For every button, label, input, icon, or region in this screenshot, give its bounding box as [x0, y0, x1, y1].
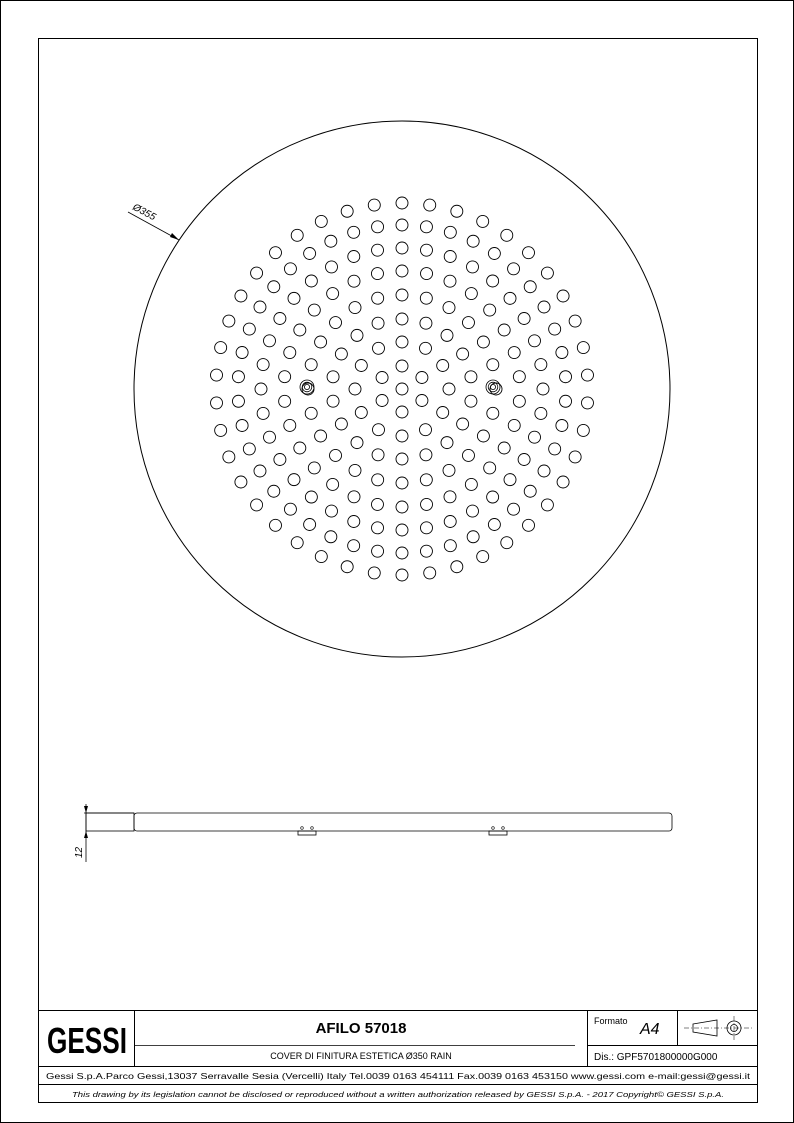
spray-hole — [537, 383, 549, 395]
spray-hole — [236, 419, 248, 431]
product-title: AFILO 57018 — [315, 1020, 407, 1037]
spray-hole — [327, 478, 339, 490]
spray-hole — [305, 275, 317, 287]
spray-hole — [467, 235, 479, 247]
spray-hole — [251, 499, 263, 511]
spray-hole — [371, 268, 383, 280]
spray-hole — [416, 395, 428, 407]
spray-hole — [284, 419, 296, 431]
legal-notice: This drawing by its legislation cannot be disclosed or reproduced without a written authorization released by GESSI S.p.A. - 2017 Copyright© GESSI S.p.A. — [72, 1090, 724, 1099]
spray-hole — [488, 519, 500, 531]
format-value: A4 — [640, 1021, 660, 1038]
spray-hole — [420, 292, 432, 304]
spray-hole — [255, 383, 267, 395]
spray-hole — [232, 395, 244, 407]
spray-hole — [243, 443, 255, 455]
spray-hole — [315, 551, 327, 563]
spray-hole — [508, 503, 520, 515]
spray-hole — [396, 430, 408, 442]
spray-hole — [288, 292, 300, 304]
spray-hole — [524, 485, 536, 497]
spray-hole — [523, 247, 535, 259]
spray-hole — [396, 383, 408, 395]
spray-hole — [396, 336, 408, 348]
spray-hole — [420, 424, 432, 436]
spray-hole — [315, 430, 327, 442]
spray-hole — [330, 317, 342, 329]
spray-hole — [535, 359, 547, 371]
spray-hole — [305, 491, 317, 503]
spray-hole — [465, 395, 477, 407]
side-view-left-segment — [86, 813, 134, 831]
spray-hole — [325, 235, 337, 247]
spray-hole — [420, 545, 432, 557]
spray-hole — [368, 199, 380, 211]
spray-hole — [349, 464, 361, 476]
spray-hole — [441, 437, 453, 449]
spray-hole — [560, 395, 572, 407]
side-view-tab-right — [489, 827, 507, 835]
spray-hole — [348, 540, 360, 552]
spray-hole — [420, 522, 432, 534]
spray-hole — [396, 313, 408, 325]
spray-hole — [508, 263, 520, 275]
spray-hole — [235, 290, 247, 302]
spray-hole — [581, 397, 593, 409]
spray-hole — [465, 288, 477, 300]
spray-holes-group — [211, 197, 594, 581]
spray-hole — [467, 505, 479, 517]
spray-hole — [372, 221, 384, 233]
spray-hole — [508, 419, 520, 431]
spray-hole — [211, 397, 223, 409]
spray-hole — [487, 407, 499, 419]
spray-hole — [518, 313, 530, 325]
spray-hole — [396, 289, 408, 301]
spray-hole — [372, 474, 384, 486]
spray-hole — [315, 336, 327, 348]
spray-hole — [420, 342, 432, 354]
spray-hole — [291, 537, 303, 549]
spray-hole — [444, 226, 456, 238]
spray-hole — [518, 454, 530, 466]
spray-hole — [477, 215, 489, 227]
spray-hole — [243, 323, 255, 335]
spray-hole — [308, 304, 320, 316]
spray-hole — [444, 516, 456, 528]
spray-hole — [348, 491, 360, 503]
spray-hole — [513, 371, 525, 383]
spray-hole — [504, 474, 516, 486]
spray-hole — [424, 199, 436, 211]
spray-hole — [215, 342, 227, 354]
spray-hole — [451, 205, 463, 217]
spray-hole — [372, 244, 384, 256]
spray-hole — [396, 547, 408, 559]
spray-hole — [355, 360, 367, 372]
spray-hole — [211, 369, 223, 381]
top-view — [128, 121, 670, 657]
spray-hole — [444, 540, 456, 552]
spray-hole — [274, 454, 286, 466]
spray-hole — [279, 371, 291, 383]
spray-hole — [257, 407, 269, 419]
format-label: Formato — [594, 1016, 628, 1026]
spray-hole — [396, 453, 408, 465]
spray-hole — [269, 247, 281, 259]
spray-hole — [326, 261, 338, 273]
sheet-border-outer — [1, 1, 794, 1123]
spray-hole — [484, 304, 496, 316]
spray-hole — [484, 462, 496, 474]
spray-hole — [477, 336, 489, 348]
spray-hole — [420, 449, 432, 461]
spray-hole — [462, 317, 474, 329]
spray-hole — [335, 418, 347, 430]
spray-hole — [315, 215, 327, 227]
spray-hole — [349, 383, 361, 395]
spray-hole — [541, 267, 553, 279]
spray-hole — [396, 569, 408, 581]
spray-hole — [443, 464, 455, 476]
gessi-logo: GESSI — [47, 1020, 127, 1061]
spray-hole — [268, 281, 280, 293]
spray-hole — [341, 205, 353, 217]
spray-hole — [291, 229, 303, 241]
spray-hole — [373, 424, 385, 436]
spray-hole — [581, 369, 593, 381]
spray-hole — [523, 519, 535, 531]
spray-hole — [444, 251, 456, 263]
spray-hole — [465, 478, 477, 490]
spray-hole — [498, 442, 510, 454]
spray-hole — [355, 407, 367, 419]
spray-hole — [305, 359, 317, 371]
spray-hole — [508, 347, 520, 359]
spray-hole — [368, 567, 380, 579]
spray-hole — [420, 244, 432, 256]
spray-hole — [223, 451, 235, 463]
spray-hole — [348, 251, 360, 263]
spray-hole — [251, 267, 263, 279]
spray-hole — [420, 317, 432, 329]
spray-hole — [465, 371, 477, 383]
spray-hole — [274, 313, 286, 325]
spray-hole — [279, 395, 291, 407]
spray-hole — [467, 531, 479, 543]
spray-hole — [529, 431, 541, 443]
spray-hole — [557, 290, 569, 302]
spray-hole — [504, 292, 516, 304]
spray-hole — [396, 477, 408, 489]
spray-hole — [577, 424, 589, 436]
spray-hole — [264, 431, 276, 443]
spray-hole — [327, 371, 339, 383]
spray-hole — [348, 516, 360, 528]
spray-hole — [341, 561, 353, 573]
spray-hole — [513, 395, 525, 407]
spray-hole — [396, 524, 408, 536]
title-block — [39, 1010, 757, 1099]
spray-hole — [348, 226, 360, 238]
spray-hole — [257, 359, 269, 371]
spray-hole — [325, 531, 337, 543]
spray-hole — [487, 359, 499, 371]
spray-hole — [569, 451, 581, 463]
spray-hole — [372, 522, 384, 534]
spray-hole — [294, 324, 306, 336]
spray-hole — [371, 498, 383, 510]
spray-hole — [396, 360, 408, 372]
spray-hole — [444, 491, 456, 503]
spray-hole — [304, 519, 316, 531]
spray-hole — [396, 265, 408, 277]
spray-hole — [501, 229, 513, 241]
spray-hole — [457, 418, 469, 430]
projection-symbol — [684, 1016, 752, 1040]
spray-hole — [335, 348, 347, 360]
spray-hole — [372, 545, 384, 557]
spray-hole — [524, 281, 536, 293]
spray-hole — [441, 329, 453, 341]
spray-hole — [416, 372, 428, 384]
spray-hole — [376, 395, 388, 407]
spray-hole — [443, 302, 455, 314]
spray-hole — [349, 302, 361, 314]
mounting-boss-left — [300, 380, 314, 394]
spray-hole — [304, 248, 316, 260]
diameter-dimension-label: Ø355 — [130, 201, 158, 224]
spray-hole — [488, 248, 500, 260]
side-view-tab-left — [298, 827, 316, 835]
diameter-dimension — [128, 201, 179, 240]
spray-hole — [351, 329, 363, 341]
spray-hole — [437, 360, 449, 372]
spray-hole — [396, 219, 408, 231]
spray-hole — [420, 474, 432, 486]
spray-hole — [254, 465, 266, 477]
spray-hole — [376, 372, 388, 384]
spray-hole — [535, 407, 547, 419]
spray-hole — [421, 498, 433, 510]
spray-hole — [467, 261, 479, 273]
spray-hole — [372, 317, 384, 329]
spray-hole — [372, 292, 384, 304]
spray-hole — [327, 395, 339, 407]
spray-hole — [501, 537, 513, 549]
spray-hole — [457, 348, 469, 360]
side-view-body — [134, 813, 672, 831]
spray-hole — [487, 491, 499, 503]
spray-hole — [529, 335, 541, 347]
spray-hole — [477, 551, 489, 563]
spray-hole — [477, 430, 489, 442]
spray-hole — [538, 465, 550, 477]
spray-hole — [254, 301, 266, 313]
thickness-dimension — [74, 804, 88, 862]
spray-hole — [294, 442, 306, 454]
company-info: Gessi S.p.A.Parco Gessi,13037 Serravalle Sesia (Vercelli) Italy Tel.0039 0163 454111 Fax.0039 0163 453150 www.gessi.com e-mail:gessi@gessi.it — [46, 1071, 751, 1081]
spray-hole — [396, 197, 408, 209]
spray-hole — [569, 315, 581, 327]
mounting-boss-right — [486, 380, 500, 394]
product-subtitle: COVER DI FINITURA ESTETICA Ø350 RAIN — [270, 1051, 452, 1061]
spray-hole — [348, 275, 360, 287]
spray-hole — [437, 407, 449, 419]
spray-hole — [284, 503, 296, 515]
spray-hole — [288, 474, 300, 486]
spray-hole — [557, 476, 569, 488]
spray-hole — [232, 371, 244, 383]
spray-hole — [443, 383, 455, 395]
spray-hole — [462, 449, 474, 461]
spray-hole — [305, 407, 317, 419]
spray-hole — [538, 301, 550, 313]
spray-hole — [560, 371, 572, 383]
spray-hole — [396, 406, 408, 418]
cover-outline-circle — [134, 121, 670, 657]
spray-hole — [268, 485, 280, 497]
spray-hole — [326, 505, 338, 517]
thickness-dimension-label: 12 — [74, 846, 85, 858]
spray-hole — [351, 437, 363, 449]
spray-hole — [327, 288, 339, 300]
spray-hole — [549, 443, 561, 455]
spray-hole — [215, 424, 227, 436]
spray-hole — [284, 347, 296, 359]
spray-hole — [556, 419, 568, 431]
spray-hole — [308, 462, 320, 474]
spray-hole — [284, 263, 296, 275]
spray-hole — [487, 275, 499, 287]
spray-hole — [269, 519, 281, 531]
spray-hole — [396, 242, 408, 254]
spray-hole — [330, 449, 342, 461]
spray-hole — [264, 335, 276, 347]
drawing-number: Dis.: GPF5701800000G000 — [594, 1052, 718, 1063]
spray-hole — [420, 221, 432, 233]
spray-hole — [373, 342, 385, 354]
spray-hole — [396, 501, 408, 513]
spray-hole — [577, 342, 589, 354]
spray-hole — [424, 567, 436, 579]
spray-hole — [444, 275, 456, 287]
spray-hole — [541, 499, 553, 511]
spray-hole — [556, 347, 568, 359]
spray-hole — [235, 476, 247, 488]
spray-hole — [421, 268, 433, 280]
spray-hole — [498, 324, 510, 336]
spray-hole — [236, 347, 248, 359]
spray-hole — [223, 315, 235, 327]
spray-hole — [451, 561, 463, 573]
spray-hole — [549, 323, 561, 335]
spray-hole — [372, 449, 384, 461]
side-view — [74, 804, 672, 862]
